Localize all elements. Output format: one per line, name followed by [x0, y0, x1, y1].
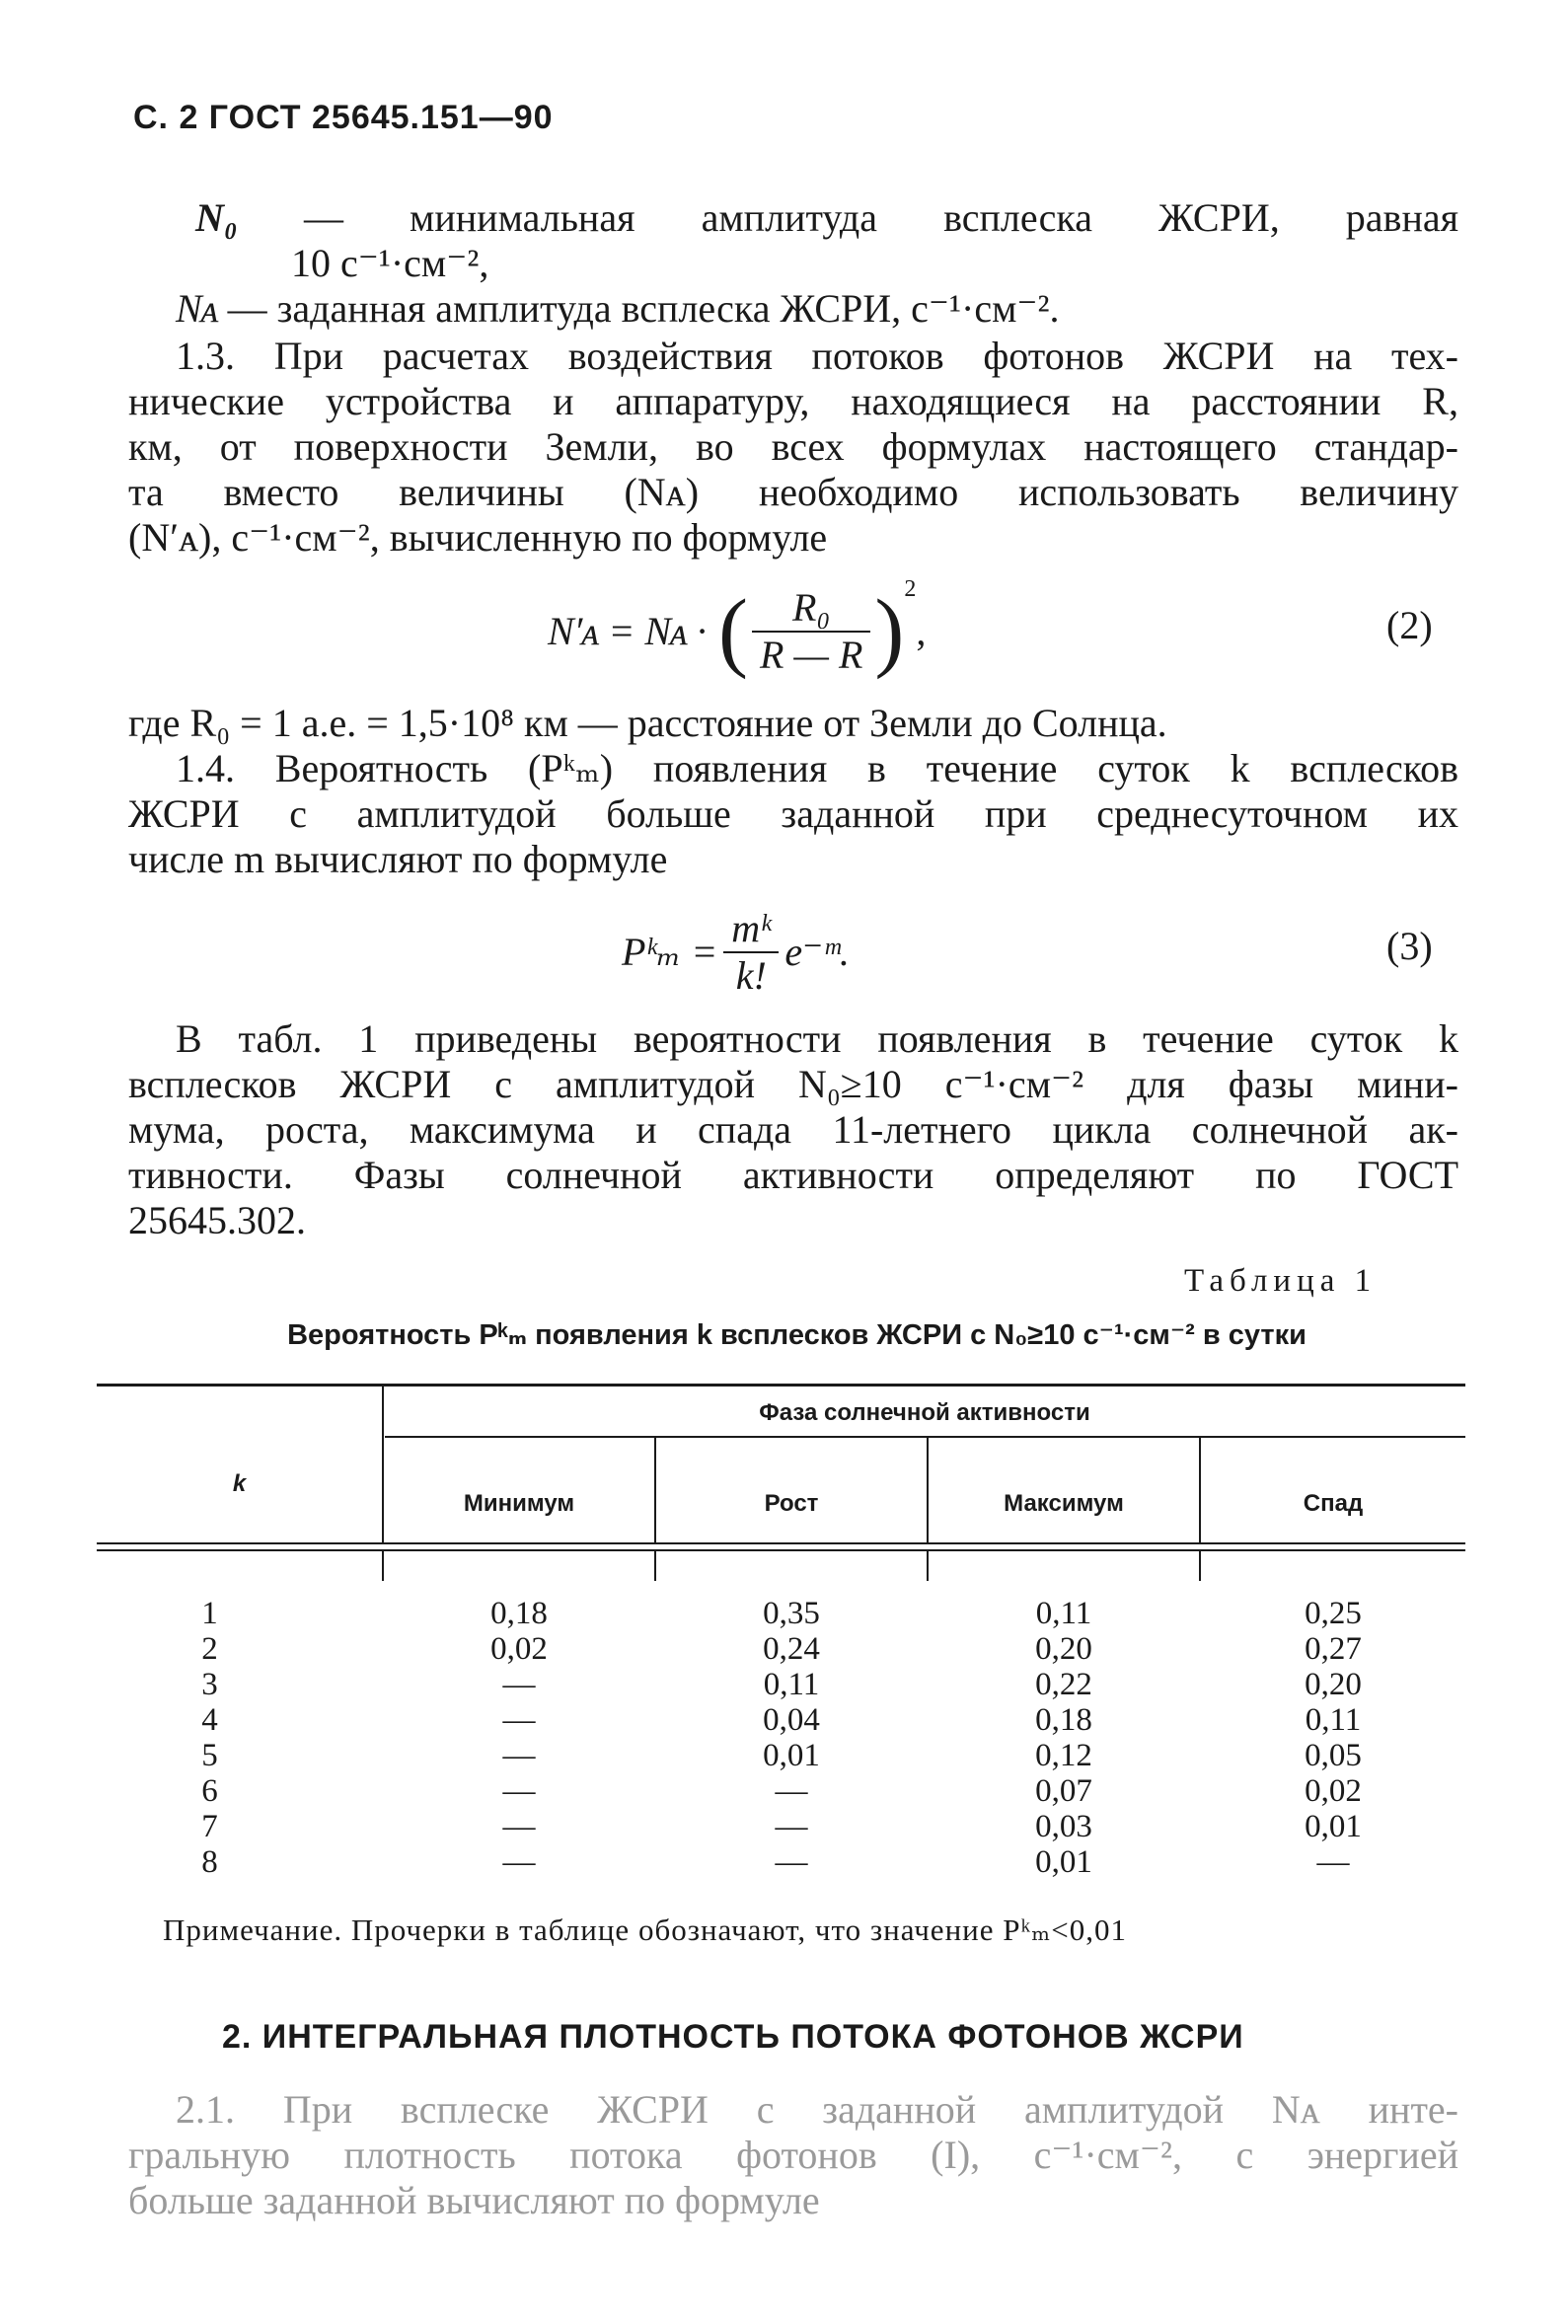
table-cell: —: [502, 1844, 536, 1880]
table-cell: 3: [201, 1667, 218, 1702]
formula-2: N′ᴀ = Nᴀ · ( $\frac{\text{R₀}}{R — R}$ ) 2 ,: [548, 576, 927, 680]
pt-line3: мума, роста, максимума и спада 11-летнего цикла солнечной ак-: [128, 1107, 1458, 1152]
table-cell: 0,18: [490, 1596, 548, 1631]
table-cell: 7: [201, 1809, 218, 1844]
table-cell: 0,01: [763, 1738, 820, 1773]
table-cell: —: [502, 1702, 536, 1738]
table-cell: 2: [201, 1631, 218, 1667]
col-spad: [1201, 1596, 1465, 1880]
col-maximum: [929, 1596, 1199, 1880]
formula3-denominator: k!: [735, 953, 767, 998]
table-cell: 0,01: [1035, 1844, 1092, 1880]
pt-line1: В табл. 1 приведены вероятности появления в течение суток k: [176, 1016, 1458, 1061]
table-cell: 0,11: [1305, 1702, 1362, 1738]
formula3-lhs: Pᵏₘ =: [622, 930, 718, 974]
table-cell: 0,07: [1035, 1773, 1092, 1809]
def-n0-symbol: N₀: [195, 195, 238, 240]
table-cell: —: [502, 1809, 536, 1844]
def-n0-text: — минимальная амплитуда всплеска ЖСРИ, равная: [303, 195, 1459, 240]
s2-line1: 2.1. При всплеске ЖСРИ с заданной амплитудой Nᴀ инте-: [176, 2087, 1458, 2132]
def-na: [176, 286, 1060, 332]
table-cell: 0,01: [1305, 1809, 1362, 1844]
p14-line3: числе m вычисляют по формуле: [128, 837, 668, 881]
p13-line3: км, от поверхности Земли, во всех формулах настоящего стандар-: [128, 424, 1458, 469]
formula2-numerator: R₀: [752, 585, 870, 633]
table-caption: Вероятность Pᵏₘ появления k всплесков ЖСРИ с N₀≥10 с⁻¹·см⁻² в сутки: [287, 1319, 1307, 1351]
th-maximum: Максимум: [1004, 1490, 1124, 1517]
formula2-number: (2): [1386, 603, 1433, 647]
table-cell: 0,12: [1035, 1738, 1092, 1773]
p13-line4: та вместо величины (Nᴀ) необходимо использовать величину: [128, 470, 1458, 514]
def-n0: [195, 195, 1458, 241]
col-minimum: [384, 1596, 654, 1880]
paragraph-1-3: [128, 334, 1458, 561]
table-cell: 0,11: [763, 1667, 820, 1702]
table-cell: —: [502, 1667, 536, 1702]
table-cell: 0,20: [1035, 1631, 1092, 1667]
col-rost: [656, 1596, 927, 1880]
table-cell: 5: [201, 1738, 218, 1773]
paragraph-table-intro: [128, 1016, 1458, 1243]
p13-line2: нические устройства и аппаратуру, находящиеся на расстоянии R,: [128, 379, 1458, 423]
th-rost: Рост: [764, 1490, 819, 1517]
section-2-title: 2. ИНТЕГРАЛЬНАЯ ПЛОТНОСТЬ ПОТОКА ФОТОНОВ ЖСРИ: [222, 2018, 1244, 2056]
p13-line1: 1.3. При расчетах воздействия потоков фотонов ЖСРИ на тех-: [176, 334, 1458, 378]
table-cell: —: [775, 1844, 808, 1880]
formula3-number: (3): [1386, 924, 1433, 968]
s2-line2: гральную плотность потока фотонов (I), с⁻¹·см⁻², с энергией: [128, 2133, 1458, 2177]
paragraph-1-4: [128, 746, 1458, 882]
formula-3: [622, 898, 850, 1007]
table-cell: 8: [201, 1844, 218, 1880]
table-cell: —: [502, 1738, 536, 1773]
pt-line2: всплесков ЖСРИ с амплитудой N₀≥10 с⁻¹·см⁻² для фазы мини-: [128, 1062, 1458, 1106]
table-cell: —: [1316, 1844, 1350, 1880]
formula3-numerator: mᵏ: [723, 906, 779, 953]
table-cell: 0,20: [1305, 1667, 1362, 1702]
s2-line3: больше заданной вычисляют по формуле: [128, 2178, 820, 2222]
table-cell: 0,03: [1035, 1809, 1092, 1844]
table-cell: —: [775, 1773, 808, 1809]
table-cell: 0,05: [1305, 1738, 1362, 1773]
table-label: Таблица 1: [1184, 1263, 1378, 1299]
p14-line1: 1.4. Вероятность (Pᵏₘ) появления в течение суток k всплесков: [176, 746, 1458, 790]
def-na-text: — заданная амплитуда всплеска ЖСРИ, с⁻¹·см⁻².: [227, 286, 1060, 331]
th-k: k: [232, 1470, 247, 1497]
table-cell: —: [775, 1809, 808, 1844]
table-cell: 4: [201, 1702, 218, 1738]
table-cell: 0,04: [763, 1702, 820, 1738]
table-cell: 0,27: [1305, 1631, 1362, 1667]
formula2-lhs: N′ᴀ = Nᴀ ·: [548, 609, 707, 653]
where-line: где R₀ = 1 а.е. = 1,5·10⁸ км — расстояние от Земли до Солнца.: [128, 701, 1167, 745]
p13-line5: (N′ᴀ), с⁻¹·см⁻², вычисленную по формуле: [128, 515, 828, 560]
th-phase-group: Фаза солнечной активности: [759, 1399, 1090, 1426]
table-cell: 0,35: [763, 1596, 820, 1631]
col-k: [148, 1596, 271, 1880]
table-cell: 0,25: [1305, 1596, 1362, 1631]
table-cell: 0,22: [1035, 1667, 1092, 1702]
section-2-paragraph: [128, 2087, 1458, 2223]
table-cell: 0,02: [1305, 1773, 1362, 1809]
def-na-symbol: Nᴀ: [176, 286, 218, 331]
def-n0-value: 10 с⁻¹·см⁻²,: [291, 241, 489, 285]
table-cell: 0,24: [763, 1631, 820, 1667]
table-cell: 6: [201, 1773, 218, 1809]
table-cell: 0,18: [1035, 1702, 1092, 1738]
pt-line4: тивности. Фазы солнечной активности определяют по ГОСТ: [128, 1153, 1458, 1197]
formula3-tail: e⁻ᵐ.: [784, 930, 850, 974]
pt-line5: 25645.302.: [128, 1198, 306, 1242]
table-cell: 0,02: [490, 1631, 548, 1667]
table-cell: 1: [201, 1596, 218, 1631]
table-note: Примечание. Прочерки в таблице обозначают, что значение Pᵏₘ<0,01: [163, 1912, 1128, 1947]
p14-line2: ЖСРИ с амплитудой больше заданной при среднесуточном их: [128, 791, 1458, 836]
th-spad: Спад: [1303, 1490, 1364, 1517]
table-cell: —: [502, 1773, 536, 1809]
table-cell: 0,11: [1035, 1596, 1092, 1631]
page-header: С. 2 ГОСТ 25645.151—90: [133, 99, 554, 136]
formula2-denominator: R — R: [759, 633, 863, 677]
th-minimum: Минимум: [463, 1490, 575, 1517]
